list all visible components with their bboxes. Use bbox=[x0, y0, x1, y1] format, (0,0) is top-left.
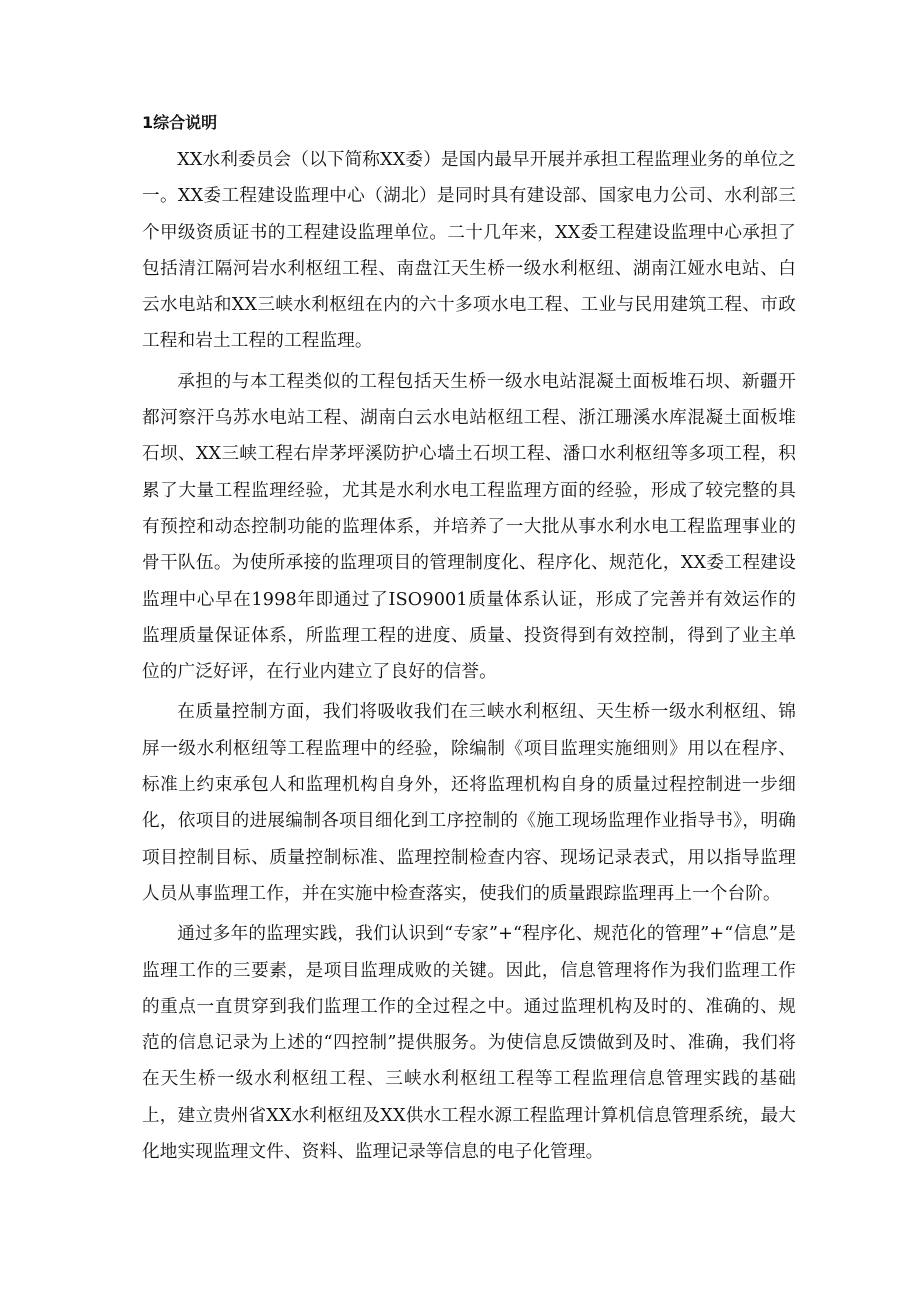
paragraph-intro: XX水利委员会（以下简称XX委）是国内最早开展并承担工程监理业务的单位之一。XX委工程建设监理中心（湖北）是同时具有建设部、国家电力公司、水利部三个甲级资质证书的工程建设监理单位。二十几年来，XX委工程建设监理中心承担了包括清江隔河岩水利枢纽工程、南盘江天生桥一级水利枢纽、湖南江娅水电站、白云水电站和XX三峡水利枢纽在内的六十多项水电工程、工业与民用建筑工程、市政工程和岩土工程的工程监理。 bbox=[142, 150, 796, 352]
paragraph-quality-control: 在质量控制方面，我们将吸收我们在三峡水利枢纽、天生桥一级水利枢纽、锦屏一级水利枢纽等工程监理中的经验，除编制《项目监理实施细则》用以在程序、标准上约束承包人和监理机构自身外，还将监理机构自身的质量过程控制进一步细化，依项目的进展编制各项目细化到工序控制的《施工现场监理作业指导书》，明确项目控制目标、质量控制标准、监理控制检查内容、现场记录表式，用以指导监理人员从事监理工作，并在实施中检查落实，使我们的质量跟踪监理再上一个台阶。 bbox=[142, 702, 796, 904]
section-heading: 1综合说明 bbox=[142, 113, 218, 132]
paragraph-experience: 承担的与本工程类似的工程包括天生桥一级水电站混凝土面板堆石坝、新疆开都河察汗乌苏水电站工程、湖南白云水电站枢纽工程、浙江珊溪水库混凝土面板堆石坝、XX三峡工程右岸茅坪溪防护心墙土石坝工程、潘口水利枢纽等多项工程，积累了大量工程监理经验，尤其是水利水电工程监理方面的经验，形成了较完整的具有预控和动态控制功能的监理体系，并培养了一大批从事水利水电工程监理事业的骨干队伍。为使所承接的监理项目的管理制度化、程序化、规范化，XX委工程建设监理中心早在1998年即通过了ISO9001质量体系认证，形成了完善并有效运作的监理质量保证体系，所监理工程的进度、质量、投资得到有效控制，得到了业主单位的广泛好评，在行业内建立了良好的信誉。 bbox=[142, 371, 796, 683]
document-body bbox=[142, 108, 796, 1174]
paragraph-information-management: 通过多年的监理实践，我们认识到“专家”+“程序化、规范化的管理”+“信息”是监理工作的三要素，是项目监理成败的关键。因此，信息管理将作为我们监理工作的重点一直贯穿到我们监理工作的全过程之中。通过监理机构及时的、准确的、规范的信息记录为上述的“四控制”提供服务。为使信息反馈做到及时、准确，我们将在天生桥一级水利枢纽工程、三峡水利枢纽工程等工程监理信息管理实践的基础上，建立贵州省XX水利枢纽及XX供水工程水源工程监理计算机信息管理系统，最大化地实现监理文件、资料、监理记录等信息的电子化管理。 bbox=[142, 924, 796, 1163]
